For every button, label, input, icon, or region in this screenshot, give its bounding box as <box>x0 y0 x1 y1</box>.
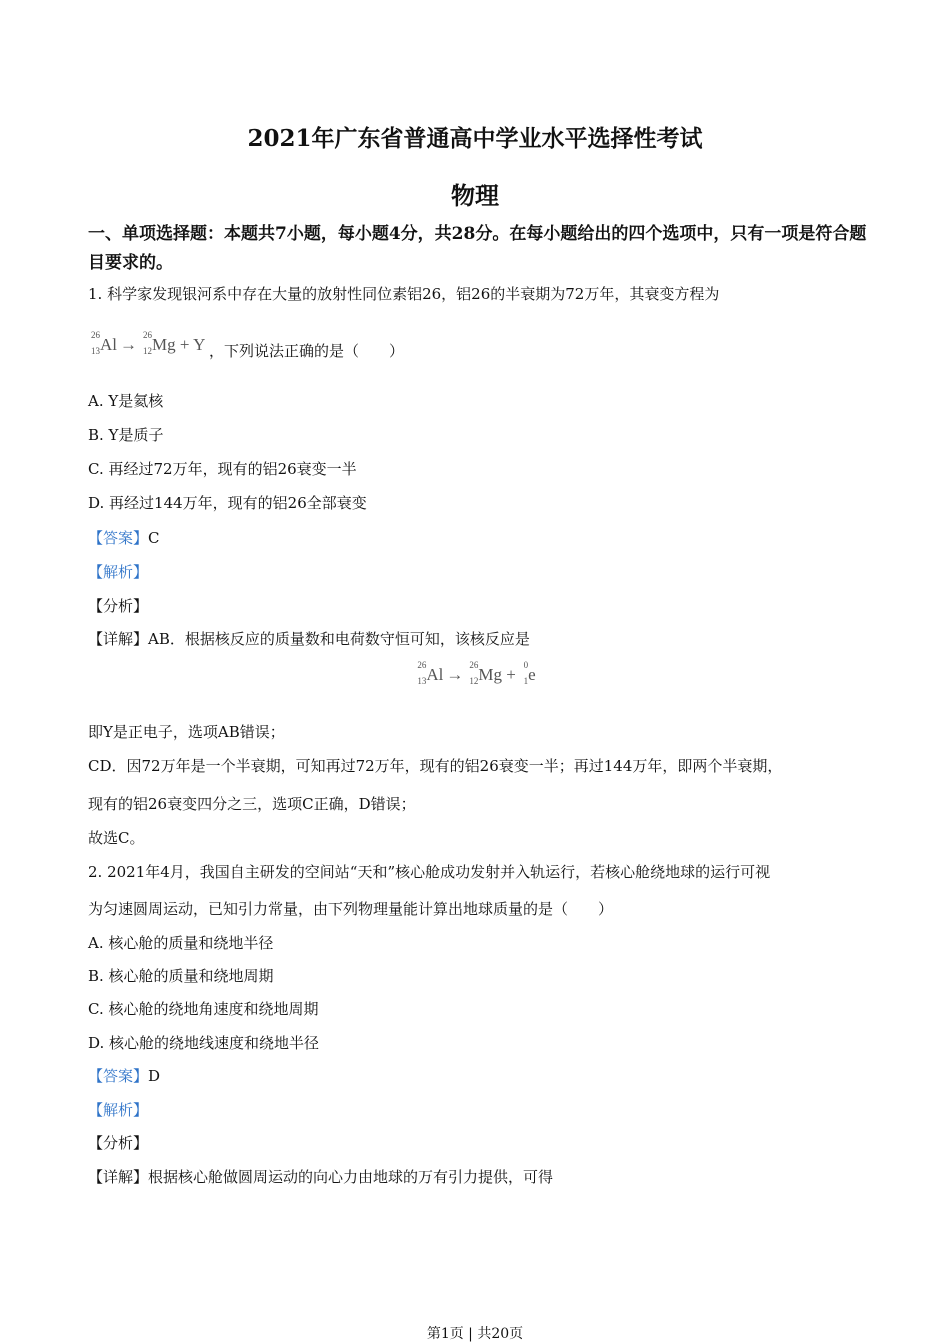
q2-detail-label: 【详解】 <box>88 1168 149 1186</box>
q1-eq-daughter-mass: 26 <box>143 330 152 340</box>
q1-eq-daughter-nums <box>140 330 152 356</box>
exam-title: 2021年广东省普通高中学业水平选择性考试 <box>247 125 703 152</box>
q1-stem-tail: ，下列说法正确的是（ ） <box>209 342 405 360</box>
q1-option-d: D. 再经过144万年，现有的铝26全部衰变 <box>88 494 367 512</box>
q1-analysis-label: 【解析】 <box>88 563 149 581</box>
q1-eq-parent-mass: 26 <box>91 330 100 340</box>
q1-ab-conclusion: 即Y是正电子，选项AB错误； <box>88 723 285 741</box>
q2-detail-line <box>88 1166 553 1187</box>
section-heading: 一、单项选择题：本题共7小题，每小题4分，共28分。在每小题给出的四个选项中，只有一项是符合题目要求的。 <box>88 224 867 273</box>
q2-option-d: D. 核心舱的绕地线速度和绕地半径 <box>88 1034 320 1052</box>
q1-res-parent-z: 13 <box>417 676 427 686</box>
q1-detail-line <box>88 628 530 649</box>
q1-answer-line <box>88 527 160 548</box>
q1-answer-value: C <box>148 529 160 547</box>
q1-fenxi-label: 【分析】 <box>88 597 149 615</box>
q1-eq-parent-nums <box>88 330 100 356</box>
q1-stem: 1. 科学家发现银河系中存在大量的放射性同位素铝26，铝26的半衰期为72万年，其衰变方程为 <box>88 285 720 303</box>
q1-res-daughter-symbol: Mg <box>478 665 502 684</box>
q1-cd-line2: 现有的铝26衰变四分之三，选项C正确，D错误； <box>88 795 416 813</box>
q1-eq-arrow: → <box>120 335 137 354</box>
q1-eq-plus: + <box>179 335 190 354</box>
q1-res-e-mass: 0 <box>523 660 529 670</box>
q1-eq-daughter-symbol: Mg <box>152 335 176 354</box>
q1-res-e-symbol: e <box>528 665 536 684</box>
q1-res-parent-symbol: Al <box>426 665 444 684</box>
q2-option-b: B. 核心舱的质量和绕地周期 <box>88 967 274 985</box>
q1-option-c: C. 再经过72万年，现有的铝26衰变一半 <box>88 460 357 478</box>
q1-res-arrow: → <box>446 665 464 684</box>
subject-title: 物理 <box>451 181 499 210</box>
q1-decay-equation <box>88 330 209 356</box>
q2-option-c: C. 核心舱的绕地角速度和绕地周期 <box>88 1000 319 1018</box>
q1-res-parent-nums <box>414 660 427 686</box>
q1-answer-label: 【答案】 <box>88 529 149 547</box>
q2-stem-line2: 为匀速圆周运动，已知引力常量，由下列物理量能计算出地球质量的是（ ） <box>88 900 614 918</box>
q1-res-daughter-z: 12 <box>469 676 479 686</box>
q1-equation-line <box>88 330 405 360</box>
q1-detail-label: 【详解】 <box>88 630 149 648</box>
q1-res-plus: + <box>506 665 516 684</box>
q1-eq-daughter-z: 12 <box>143 346 152 356</box>
q2-analysis-label: 【解析】 <box>88 1101 149 1119</box>
q1-option-b: B. Y是质子 <box>88 426 164 444</box>
q1-detail-ab: AB．根据核反应的质量数和电荷数守恒可知，该核反应是 <box>148 630 530 648</box>
q1-eq-parent-z: 13 <box>91 346 100 356</box>
q1-final: 故选C。 <box>88 829 145 847</box>
q1-cd-line1: CD．因72万年是一个半衰期，可知再过72万年，现有的铝26衰变一半；再过144万年，即两个半衰期， <box>88 757 783 775</box>
page-footer: 第1页 | 共20页 <box>426 1326 524 1342</box>
q1-res-parent-mass: 26 <box>417 660 427 670</box>
q2-fenxi-label: 【分析】 <box>88 1134 149 1152</box>
q2-answer-line <box>88 1065 160 1086</box>
q1-result-equation <box>0 660 950 686</box>
q2-option-a: A. 核心舱的质量和绕地半径 <box>88 934 274 952</box>
q2-answer-value: D <box>148 1067 161 1085</box>
q1-eq-product: Y <box>193 335 205 354</box>
q2-answer-label: 【答案】 <box>88 1067 149 1085</box>
q1-res-daughter-nums <box>466 660 479 686</box>
q2-detail-text: 根据核心舱做圆周运动的向心力由地球的万有引力提供，可得 <box>148 1168 554 1186</box>
q1-option-a: A. Y是氦核 <box>88 392 164 410</box>
q1-eq-parent-symbol: Al <box>100 335 117 354</box>
q1-res-e-nums <box>520 660 529 686</box>
q1-res-e-z: 1 <box>523 676 529 686</box>
q1-res-daughter-mass: 26 <box>469 660 479 670</box>
q2-stem-line1: 2. 2021年4月，我国自主研发的空间站“天和”核心舱成功发射并入轨运行，若核心舱绕地球的运行可视 <box>88 863 771 881</box>
